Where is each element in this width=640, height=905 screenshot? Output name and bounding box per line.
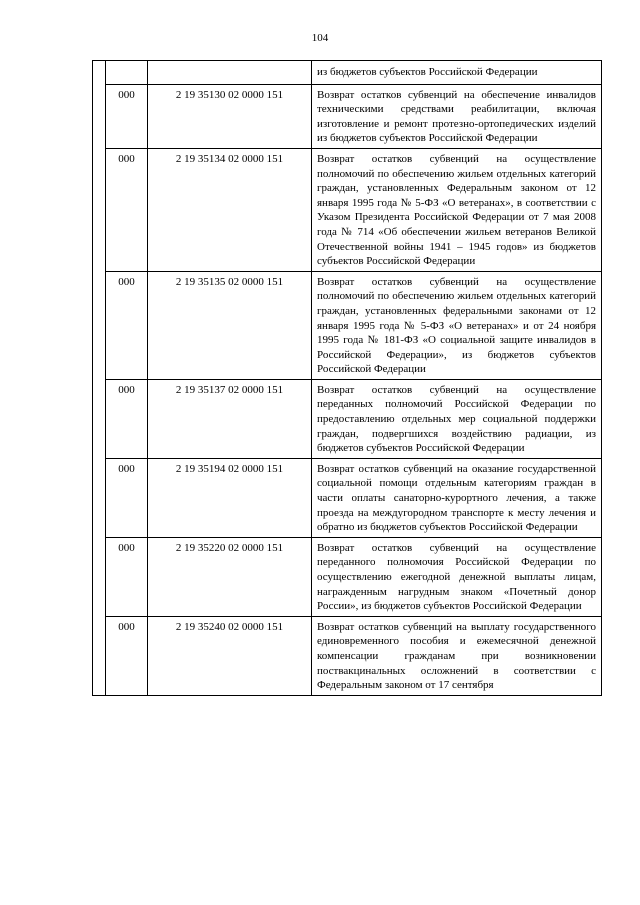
description-cell: Возврат остатков субвенций на выплату государственного единовременного пособия и ежемесячной денежной компенсации гражданам при возникновении поствакцинальных осложнений в соответствии с Федеральным законом от 17 сентября (312, 616, 602, 695)
description-cell: Возврат остатков субвенций на оказание государственной социальной помощи отдельным категориям граждан в части оплаты санаторно-курортного лечения, а также проезда на междугородном транспорте к месту лечения и обратно из бюджетов субъектов Российской Федерации (312, 458, 602, 537)
description-cell: Возврат остатков субвенций на обеспечение инвалидов техническими средствами реабилитации, включая изготовление и ремонт протезно-ортопедических изделий из бюджетов субъектов Российской Федерации (312, 84, 602, 148)
table-row (93, 458, 602, 537)
admin-code-cell: 000 (106, 458, 148, 537)
admin-code-cell: 000 (106, 537, 148, 616)
description-cell: Возврат остатков субвенций на осуществление полномочий по обеспечению жильем отдельных категорий граждан, установленных федеральными законами от 12 января 1995 года № 5-ФЗ «О ветеранах» и от 24 ноября 1995 года № 181-ФЗ «О социальной защите инвалидов в Российской Федерации», из бюджетов субъектов Российской Федерации (312, 271, 602, 379)
admin-code-cell: 000 (106, 616, 148, 695)
page-number: 104 (311, 32, 329, 44)
admin-code-cell: 000 (106, 84, 148, 148)
table-row (93, 616, 602, 695)
left-margin-cell (93, 61, 106, 696)
classification-code-cell (148, 61, 312, 85)
description-cell: из бюджетов субъектов Российской Федерации (312, 61, 602, 85)
admin-code-cell: 000 (106, 148, 148, 271)
table-row (93, 61, 602, 85)
budget-codes-table (92, 60, 602, 696)
table-row (93, 84, 602, 148)
admin-code-cell (106, 61, 148, 85)
description-cell: Возврат остатков субвенций на осуществление переданного полномочия Российской Федерации по осуществлению ежегодной денежной выплаты лицам, награжденным нагрудным знаком «Почетный донор России», из бюджетов субъектов Российской Федерации (312, 537, 602, 616)
table-row (93, 271, 602, 379)
table-row (93, 379, 602, 458)
description-cell: Возврат остатков субвенций на осуществление переданных полномочий Российской Федерации по предоставлению отдельных мер социальной поддержки граждан, подвергшихся воздействию радиации, из бюджетов субъектов Российской Федерации (312, 379, 602, 458)
classification-code-cell: 2 19 35220 02 0000 151 (148, 537, 312, 616)
classification-code-cell: 2 19 35137 02 0000 151 (148, 379, 312, 458)
admin-code-cell: 000 (106, 379, 148, 458)
classification-code-cell: 2 19 35130 02 0000 151 (148, 84, 312, 148)
classification-code-cell: 2 19 35194 02 0000 151 (148, 458, 312, 537)
admin-code-cell: 000 (106, 271, 148, 379)
classification-code-cell: 2 19 35240 02 0000 151 (148, 616, 312, 695)
table-row (93, 148, 602, 271)
description-cell: Возврат остатков субвенций на осуществление полномочий по обеспечению жильем отдельных категорий граждан, установленных Федеральным законом от 12 января 1995 года № 5-ФЗ «О ветеранах», в соответствии с Указом Президента Российской Федерации от 7 мая 2008 года № 714 «Об обеспечении жильем ветеранов Великой Отечественной войны 1941 – 1945 годов» из бюджетов субъектов Российской Федерации (312, 148, 602, 271)
classification-code-cell: 2 19 35134 02 0000 151 (148, 148, 312, 271)
classification-code-cell: 2 19 35135 02 0000 151 (148, 271, 312, 379)
table-row (93, 537, 602, 616)
